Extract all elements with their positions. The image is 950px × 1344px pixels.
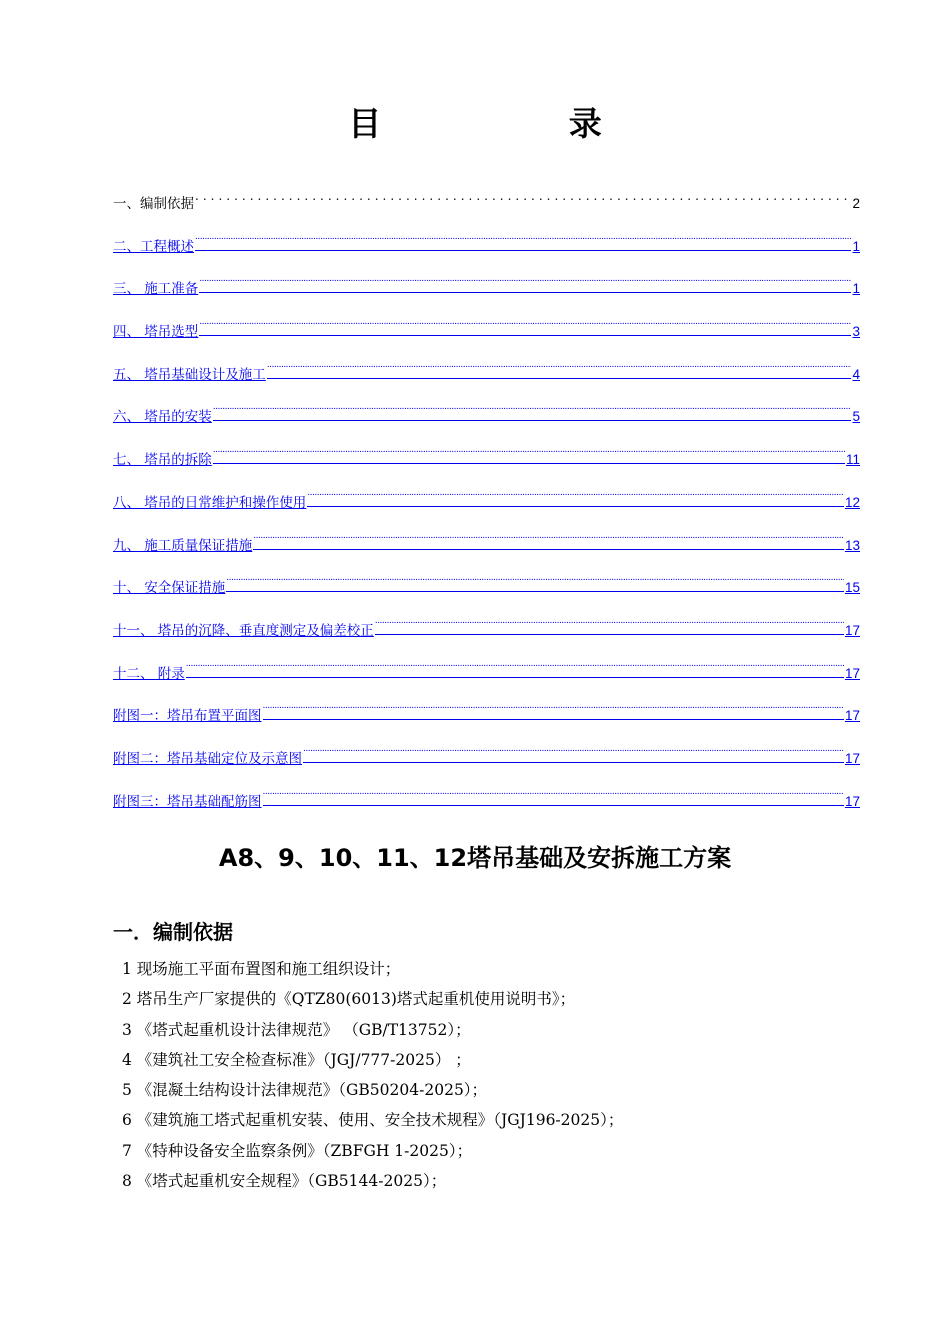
- toc-leader-dots: [226, 577, 844, 592]
- toc-entry-page: 17: [844, 622, 860, 638]
- toc-entry-page: 17: [844, 793, 860, 809]
- toc-title: 目 录: [348, 104, 690, 143]
- toc-leader-dots: [186, 663, 844, 678]
- list-item: 8 《塔式起重机安全规程》（GB5144-2025）；: [122, 1172, 447, 1191]
- toc-entry-label: 五、 塔吊基础设计及施工: [113, 366, 266, 383]
- toc-entry-link[interactable]: [113, 704, 860, 747]
- list-item: 7 《特种设备安全监察条例》（ZBFGH 1-2025）；: [122, 1141, 473, 1160]
- toc-entry-page: 13: [844, 537, 860, 553]
- toc-entry-page: 2: [852, 196, 860, 211]
- document-title: A8、9、10、11、12塔吊基础及安拆施工方案: [218, 844, 732, 872]
- toc-entry-link[interactable]: [113, 320, 860, 363]
- toc-leader-dots: [307, 492, 844, 507]
- toc-entry-page: 17: [844, 750, 860, 766]
- toc-entry[interactable]: [113, 192, 860, 235]
- toc-entry-page: 11: [845, 452, 860, 468]
- toc-leader-dots: [267, 364, 852, 379]
- list-item: 6 《建筑施工塔式起重机安装、使用、安全技术规程》（JGJ196-2025）；: [122, 1111, 624, 1130]
- basis-list: [122, 954, 882, 1196]
- toc-entry-page: 15: [844, 580, 860, 596]
- list-item: 4 《建筑社工安全检查标准》（JGJ/777-2025） ；: [122, 1050, 471, 1069]
- toc-entry-link[interactable]: [113, 576, 860, 619]
- toc-entry-label: 六、 塔吊的安装: [113, 409, 212, 426]
- toc-entry-page: 1: [852, 281, 860, 297]
- toc-entry-label: 十二、 附录: [113, 665, 185, 682]
- toc-leader-dots: [263, 705, 844, 720]
- table-of-contents: [113, 192, 860, 832]
- toc-leader-dots: [199, 321, 851, 336]
- toc-entry-link[interactable]: [113, 405, 860, 448]
- toc-leader-dots: [195, 236, 851, 251]
- list-item: 1 现场施工平面布置图和施工组织设计；: [122, 960, 401, 978]
- toc-leader-dots: [199, 278, 851, 293]
- toc-entry-label: 十一、 塔吊的沉降、垂直度测定及偏差校正: [113, 622, 374, 639]
- toc-entry-link[interactable]: [113, 363, 860, 406]
- toc-entry-page: 5: [852, 409, 860, 425]
- toc-leader-dots: [375, 620, 844, 635]
- toc-entry-link[interactable]: [113, 619, 860, 662]
- toc-entry-link[interactable]: [113, 277, 860, 320]
- toc-entry-label: 九、 施工质量保证措施: [113, 537, 253, 554]
- toc-entry-label: 四、 塔吊选型: [113, 324, 199, 341]
- toc-leader-dots: [303, 748, 844, 763]
- toc-entry-label: 八、 塔吊的日常维护和操作使用: [113, 494, 307, 511]
- toc-entry-page: 1: [852, 238, 860, 254]
- section-heading: 一．编制依据: [113, 920, 233, 944]
- list-item: 2 塔吊生产厂家提供的《QTZ80(6013)塔式起重机使用说明书》；: [122, 990, 576, 1009]
- toc-entry-label: 附图一：塔吊布置平面图: [113, 708, 262, 725]
- toc-leader-dots: [213, 449, 845, 464]
- toc-entry-page: 17: [844, 708, 860, 724]
- toc-entry-page: 4: [852, 366, 860, 382]
- toc-entry-page: 3: [852, 324, 860, 340]
- toc-entry-link[interactable]: [113, 790, 860, 833]
- toc-entry-link[interactable]: [113, 747, 860, 790]
- toc-entry-link[interactable]: [113, 448, 860, 491]
- list-item: 3 《塔式起重机设计法律规范》 （GB/T13752）；: [122, 1020, 471, 1039]
- toc-leader-dots: [263, 791, 844, 806]
- toc-entry-label: 十、 安全保证措施: [113, 580, 226, 597]
- toc-entry-page: 17: [844, 665, 860, 681]
- toc-entry-label: 一、编制依据: [113, 196, 194, 212]
- toc-entry-label: 二、工程概述: [113, 238, 194, 255]
- toc-entry-page: 12: [844, 494, 860, 510]
- toc-entry-label: 三、 施工准备: [113, 281, 199, 298]
- toc-entry-label: 附图二：塔吊基础定位及示意图: [113, 750, 302, 767]
- list-item: 5 《混凝土结构设计法律规范》（GB50204-2025）；: [122, 1081, 488, 1100]
- toc-entry-label: 附图三：塔吊基础配筋图: [113, 793, 262, 810]
- toc-entry-link[interactable]: [113, 491, 860, 534]
- toc-leader-dots: [213, 406, 852, 421]
- toc-entry-link[interactable]: [113, 235, 860, 278]
- toc-leader-dots: [195, 193, 851, 208]
- toc-leader-dots: [253, 535, 844, 550]
- toc-entry-link[interactable]: [113, 534, 860, 577]
- toc-entry-label: 七、 塔吊的拆除: [113, 452, 212, 469]
- toc-entry-link[interactable]: [113, 662, 860, 705]
